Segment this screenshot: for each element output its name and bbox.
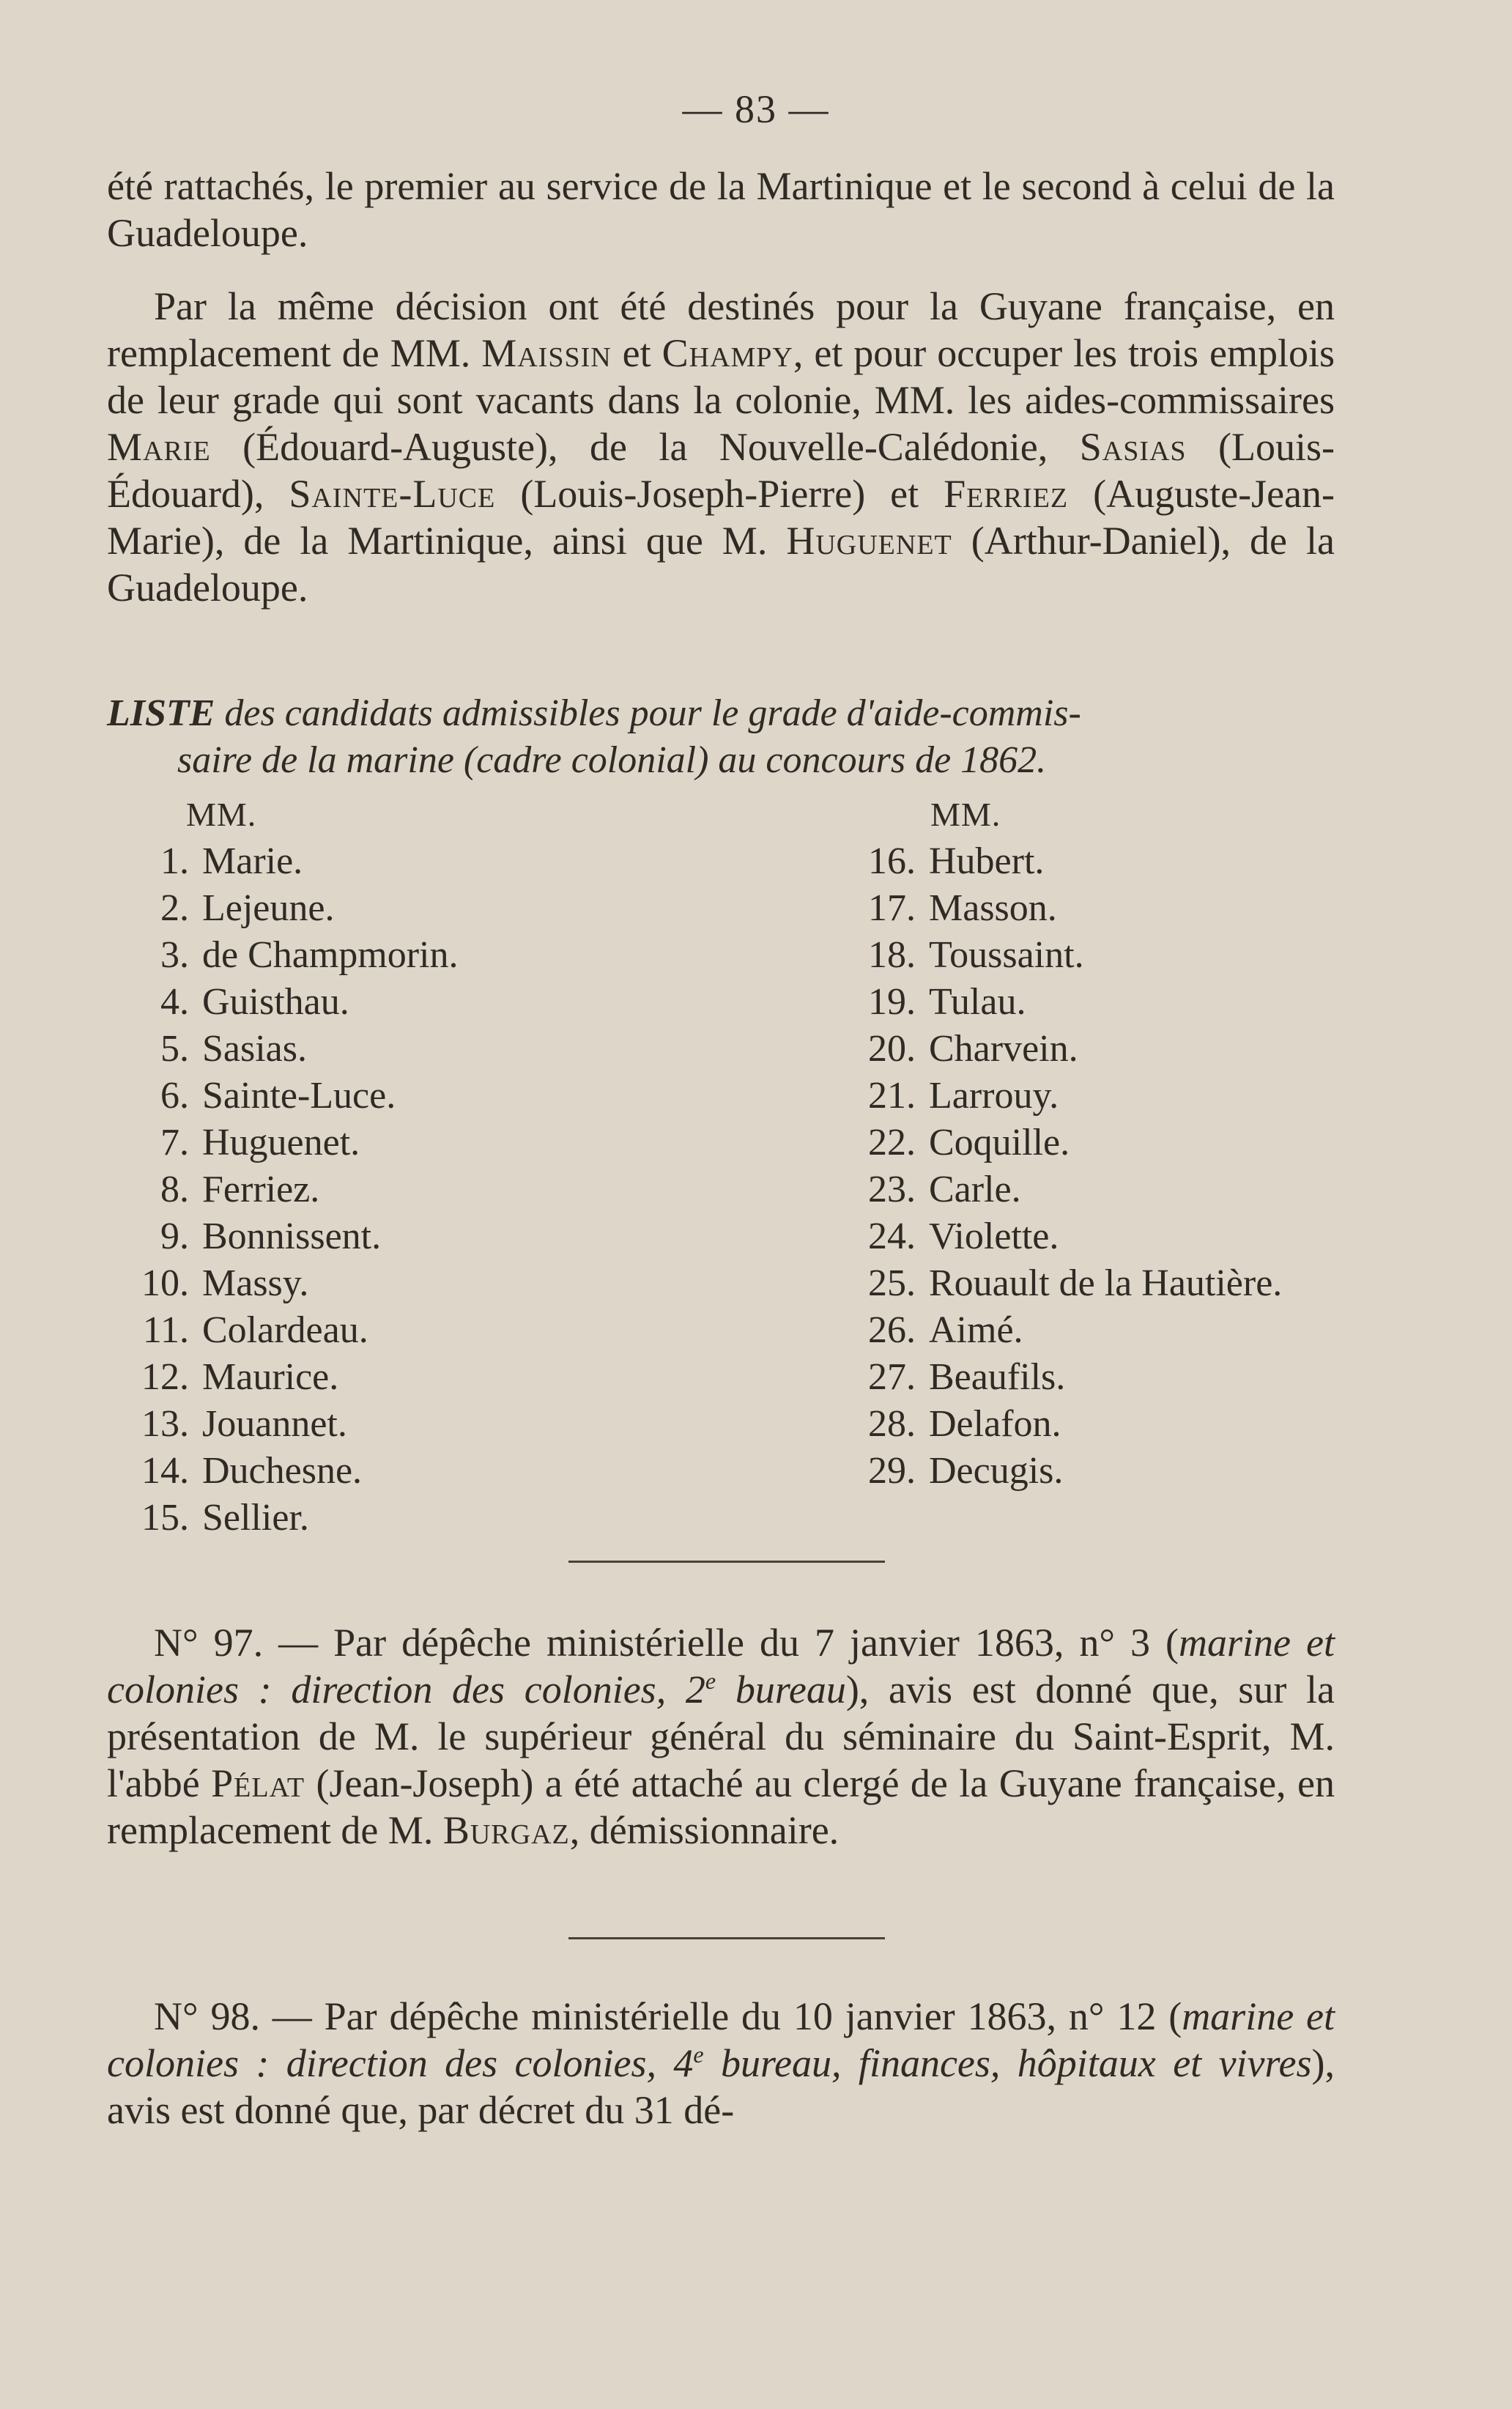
list-item — [110, 1495, 740, 1542]
list-item — [110, 838, 740, 885]
paragraph-assignment: été rattachés, le premier au service de la Martinique et le second à celui de la Guadeloupe. — [107, 164, 1335, 255]
list-item-name: de Champmorin. — [202, 934, 459, 976]
list-item-name: Decugis. — [929, 1450, 1064, 1492]
list-item — [110, 1260, 740, 1307]
list-item — [755, 932, 1414, 979]
list-item-name: Bonnissent. — [202, 1215, 382, 1257]
section-divider — [568, 1937, 885, 1939]
list-item-number: 15. — [141, 1497, 189, 1539]
list-item — [755, 1354, 1414, 1401]
list-item — [110, 1448, 740, 1495]
list-item — [755, 979, 1414, 1026]
text-run: N° 98. — Par dépêche ministérielle du 10 janvier 1863, n° 12 ( — [154, 1994, 1182, 2038]
person-name: Huguenet — [786, 519, 952, 563]
list-item-name: Charvein. — [929, 1028, 1078, 1070]
list-item-name: Carle. — [929, 1169, 1021, 1210]
candidate-column-right — [755, 791, 1414, 1495]
list-item — [755, 1166, 1414, 1213]
italic-run: bureau, finances, hôpitaux et vivres — [703, 2041, 1312, 2085]
list-item-name: Maurice. — [202, 1356, 339, 1398]
list-item — [110, 1026, 740, 1073]
list-item-number: 25. — [868, 1262, 916, 1304]
list-item-name: Hubert. — [929, 840, 1045, 882]
list-item-number: 13. — [141, 1403, 189, 1445]
column-header: MM. — [186, 796, 257, 833]
italic-run: marine et colonies : direction des colonies, 4 — [107, 1994, 1335, 2085]
list-item-number: 17. — [868, 887, 916, 929]
text-run: ), avis est donné que, par décret du 31 dé- — [107, 2041, 1335, 2132]
person-name: Maissin — [481, 331, 612, 375]
list-item-name: Masson. — [929, 887, 1057, 929]
list-item-name: Colardeau. — [202, 1309, 368, 1351]
candidate-rows-right — [755, 838, 1414, 1495]
list-item-number: 5. — [160, 1028, 189, 1070]
list-item-number: 19. — [868, 981, 916, 1023]
person-name: Sainte-Luce — [289, 472, 496, 516]
list-item — [110, 885, 740, 932]
text-run: Par la même décision ont été destinés pour la Guyane française, en remplacement de MM. — [107, 284, 1335, 375]
list-item-name: Jouannet. — [202, 1403, 347, 1445]
section-divider — [568, 1561, 885, 1563]
notice-98 — [107, 1993, 1335, 2134]
candidate-column-left — [110, 791, 740, 1542]
text-run: N° 97. — Par dépêche ministérielle du 7 janvier 1863, n° 3 ( — [154, 1621, 1179, 1665]
list-item-name: Marie. — [202, 840, 303, 882]
list-item — [755, 1026, 1414, 1073]
list-item-name: Violette. — [929, 1215, 1059, 1257]
list-item-name: Delafon. — [929, 1403, 1061, 1445]
person-name: Sasias — [1079, 425, 1187, 469]
notice-97 — [107, 1619, 1335, 1854]
list-item-number: 6. — [160, 1075, 189, 1117]
list-item — [755, 1307, 1414, 1354]
list-item-name: Coquille. — [929, 1122, 1070, 1163]
list-item — [110, 1213, 740, 1260]
list-item-name: Huguenet. — [202, 1122, 360, 1163]
list-item-number: 8. — [160, 1169, 189, 1210]
list-item-number: 27. — [868, 1356, 916, 1398]
list-item — [110, 979, 740, 1026]
list-title-line1: des candidats admissibles pour le grade d'aide-commis- — [215, 692, 1081, 734]
list-item-name: Rouault de la Hautière. — [929, 1262, 1283, 1304]
list-item-name: Tulau. — [929, 981, 1026, 1023]
list-item-name: Sellier. — [202, 1497, 309, 1539]
list-item-name: Massy. — [202, 1262, 309, 1304]
list-item-number: 14. — [141, 1450, 189, 1492]
person-name: Ferriez — [944, 472, 1069, 516]
list-item — [755, 1448, 1414, 1495]
list-item — [110, 1073, 740, 1120]
list-item-name: Lejeune. — [202, 887, 335, 929]
list-item-number: 11. — [142, 1309, 189, 1351]
list-item-number: 28. — [868, 1403, 916, 1445]
list-item-name: Beaufils. — [929, 1356, 1066, 1398]
paragraph-guyane-appointments — [107, 283, 1335, 611]
list-item — [110, 1166, 740, 1213]
list-item — [110, 932, 740, 979]
italic-run: bureau — [716, 1668, 846, 1712]
list-item — [755, 1073, 1414, 1120]
list-item-name: Ferriez. — [202, 1169, 320, 1210]
list-item-number: 22. — [868, 1122, 916, 1163]
list-item-name: Larrouy. — [929, 1075, 1059, 1117]
italic-run: marine et colonies : direction des colonies, 2 — [107, 1621, 1335, 1712]
list-item-number: 23. — [868, 1169, 916, 1210]
list-item — [755, 838, 1414, 885]
text-run: (Édouard-Auguste), de la Nouvelle-Calédonie, — [210, 425, 1080, 469]
candidate-list-title — [107, 690, 1335, 784]
list-item-name: Aimé. — [929, 1309, 1023, 1351]
person-name: Pélat — [211, 1761, 305, 1805]
list-item-number: 4. — [160, 981, 189, 1023]
list-item-name: Sainte-Luce. — [202, 1075, 396, 1117]
text-run: ), avis est donné que, sur la présentation de M. le supérieur général du séminaire du Saint-Esprit, M. l'abbé — [107, 1668, 1335, 1805]
list-item-number: 10. — [141, 1262, 189, 1304]
list-item-number: 1. — [160, 840, 189, 882]
text-run: (Arthur-Daniel), de la Guadeloupe. — [107, 519, 1335, 610]
text-run: , et pour occuper les trois emplois de leur grade qui sont vacants dans la colonie, MM. les aides-commissaires — [107, 331, 1335, 422]
list-item-number: 3. — [160, 934, 189, 976]
list-title-line2: saire de la marine (cadre colonial) au concours de 1862. — [177, 739, 1047, 781]
list-item — [110, 1354, 740, 1401]
list-item-number: 24. — [868, 1215, 916, 1257]
list-item — [755, 885, 1414, 932]
text-run: , démissionnaire. — [569, 1808, 840, 1852]
list-item-number: 26. — [868, 1309, 916, 1351]
person-name: Burgaz — [442, 1808, 570, 1852]
list-item — [110, 1401, 740, 1448]
list-item — [755, 1401, 1414, 1448]
list-item-number: 2. — [160, 887, 189, 929]
list-item-number: 21. — [868, 1075, 916, 1117]
list-item-number: 9. — [160, 1215, 189, 1257]
list-item — [755, 1120, 1414, 1166]
text-run: et — [611, 331, 662, 375]
list-item-name: Toussaint. — [929, 934, 1084, 976]
text-run: (Louis-Joseph-Pierre) et — [495, 472, 944, 516]
column-header: MM. — [930, 796, 1001, 833]
list-item — [110, 1307, 740, 1354]
list-item-name: Guisthau. — [202, 981, 349, 1023]
superscript: e — [693, 2041, 704, 2068]
text-run: (Jean-Joseph) a été attaché au clergé de la Guyane française, en remplacement de M. — [107, 1761, 1335, 1852]
text-run: (Louis-Édouard), — [107, 425, 1335, 516]
candidate-rows-left — [110, 838, 740, 1542]
text-run: (Auguste-Jean-Marie), de la Martinique, ainsi que M. — [107, 472, 1335, 563]
page-number: — 83 — — [682, 87, 830, 131]
list-item — [110, 1120, 740, 1166]
person-name: Marie — [107, 425, 211, 469]
list-item-number: 18. — [868, 934, 916, 976]
list-item — [755, 1213, 1414, 1260]
superscript: e — [705, 1668, 716, 1694]
list-item-name: Sasias. — [202, 1028, 307, 1070]
list-item-number: 29. — [868, 1450, 916, 1492]
list-item — [755, 1260, 1414, 1307]
list-item-number: 16. — [868, 840, 916, 882]
list-item-number: 12. — [141, 1356, 189, 1398]
list-title-lead: LISTE — [107, 692, 215, 734]
person-name: Champy — [662, 331, 793, 375]
list-item-number: 20. — [868, 1028, 916, 1070]
list-item-name: Duchesne. — [202, 1450, 363, 1492]
list-item-number: 7. — [160, 1122, 189, 1163]
